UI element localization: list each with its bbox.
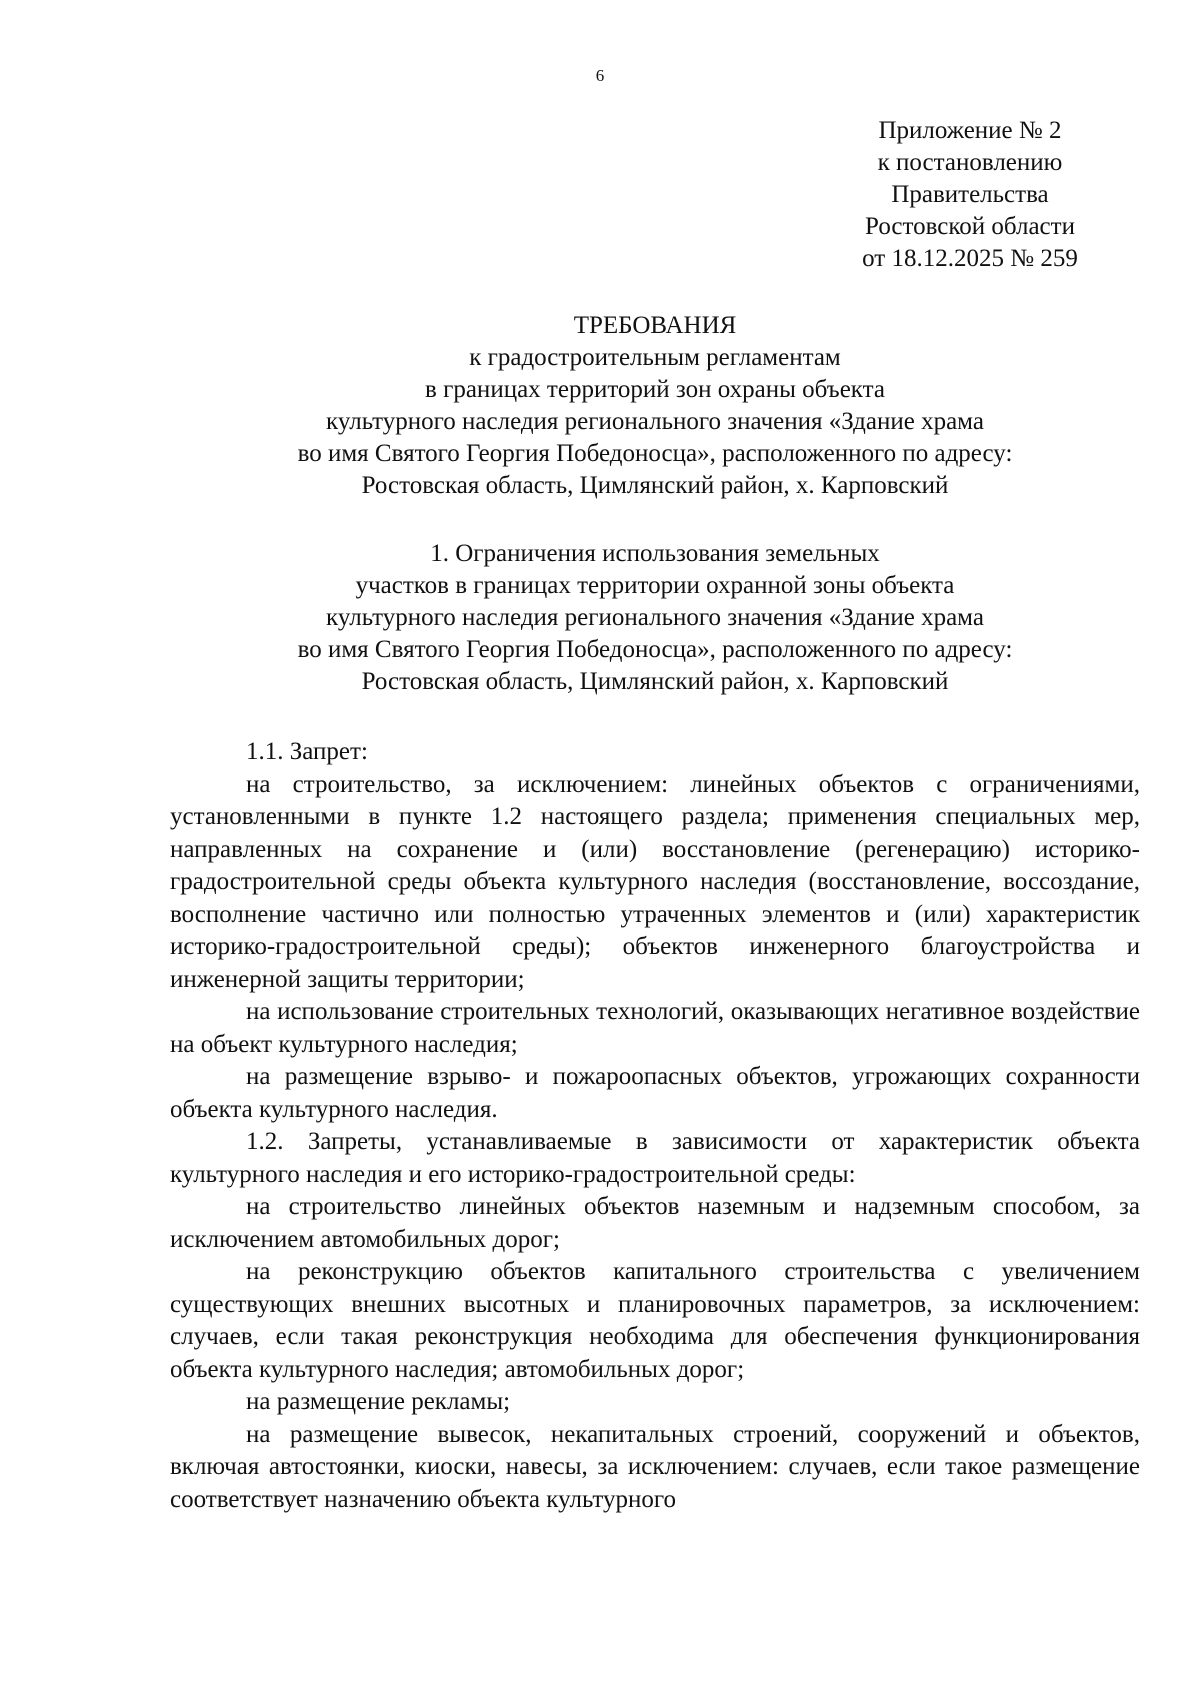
section-line: культурного наследия регионального значения «Здание храма — [326, 604, 984, 631]
appendix-line: Правительства — [891, 181, 1049, 208]
title-line: культурного наследия регионального значения «Здание храма — [326, 408, 984, 435]
page-number: 6 — [595, 66, 605, 85]
paragraph: на размещение вывесок, некапитальных строений, сооружений и объектов, включая автостоянки, киоски, навесы, за исключением: случаев, если такое размещение соответствует назначению объекта культурного — [170, 1420, 1140, 1513]
document-title — [170, 310, 1140, 502]
title-heading: ТРЕБОВАНИЯ — [573, 312, 737, 339]
section-line: Ростовская область, Цимлянский район, х. Карповский — [361, 668, 949, 695]
paragraph: на строительство, за исключением: линейных объектов с ограничениями, установленными в пункте 1.2 настоящего раздела; применения специальных мер, направленных на сохранение и (или) восстановление (регенерацию) историко-градостроительной среды объекта культурного наследия (восстановление, воссоздание, восполнение частично или полностью утраченных элементов и (или) характеристик историко-градостроительной среды); объектов инженерного благоустройства и инженерной защиты территории; — [170, 770, 1140, 993]
appendix-line: от 18.12.2025 № 259 — [862, 245, 1078, 272]
paragraph-1-2: 1.2. Запреты, устанавливаемые в зависимости от характеристик объекта культурного наследия и его историко-градостроительной среды: — [170, 1128, 1140, 1188]
appendix-line: Ростовской области — [865, 213, 1075, 240]
paragraph: на строительство линейных объектов наземным и надземным способом, за исключением автомобильных дорог; — [170, 1193, 1140, 1253]
paragraph: на реконструкцию объектов капитального строительства с увеличением существующих внешних высотных и планировочных параметров, за исключением: случаев, если такая реконструкция необходима для обеспечения функционирования объекта культурного наследия; автомобильных дорог; — [170, 1258, 1140, 1383]
appendix-block — [835, 115, 1105, 275]
title-line: во имя Святого Георгия Победоносца», расположенного по адресу: — [297, 440, 1013, 467]
appendix-line: Приложение № 2 — [878, 117, 1062, 144]
paragraph: на размещение взрыво- и пожароопасных объектов, угрожающих сохранности объекта культурного наследия. — [170, 1063, 1140, 1123]
title-line: Ростовская область, Цимлянский район, х. Карповский — [361, 472, 949, 499]
section-heading — [170, 538, 1140, 698]
paragraph: на использование строительных технологий, оказывающих негативное воздействие на объект культурного наследия; — [170, 998, 1140, 1058]
body-text — [170, 736, 1140, 1516]
title-line: к градостроительным регламентам — [469, 344, 841, 371]
section-line: 1. Ограничения использования земельных — [430, 540, 880, 567]
title-line: в границах территорий зон охраны объекта — [425, 376, 885, 403]
appendix-line: к постановлению — [877, 149, 1063, 176]
section-line: во имя Святого Георгия Победоносца», расположенного по адресу: — [297, 636, 1013, 663]
paragraph: на размещение рекламы; — [246, 1388, 511, 1415]
paragraph-1-1: 1.1. Запрет: — [246, 738, 368, 765]
section-line: участков в границах территории охранной зоны объекта — [355, 572, 955, 599]
